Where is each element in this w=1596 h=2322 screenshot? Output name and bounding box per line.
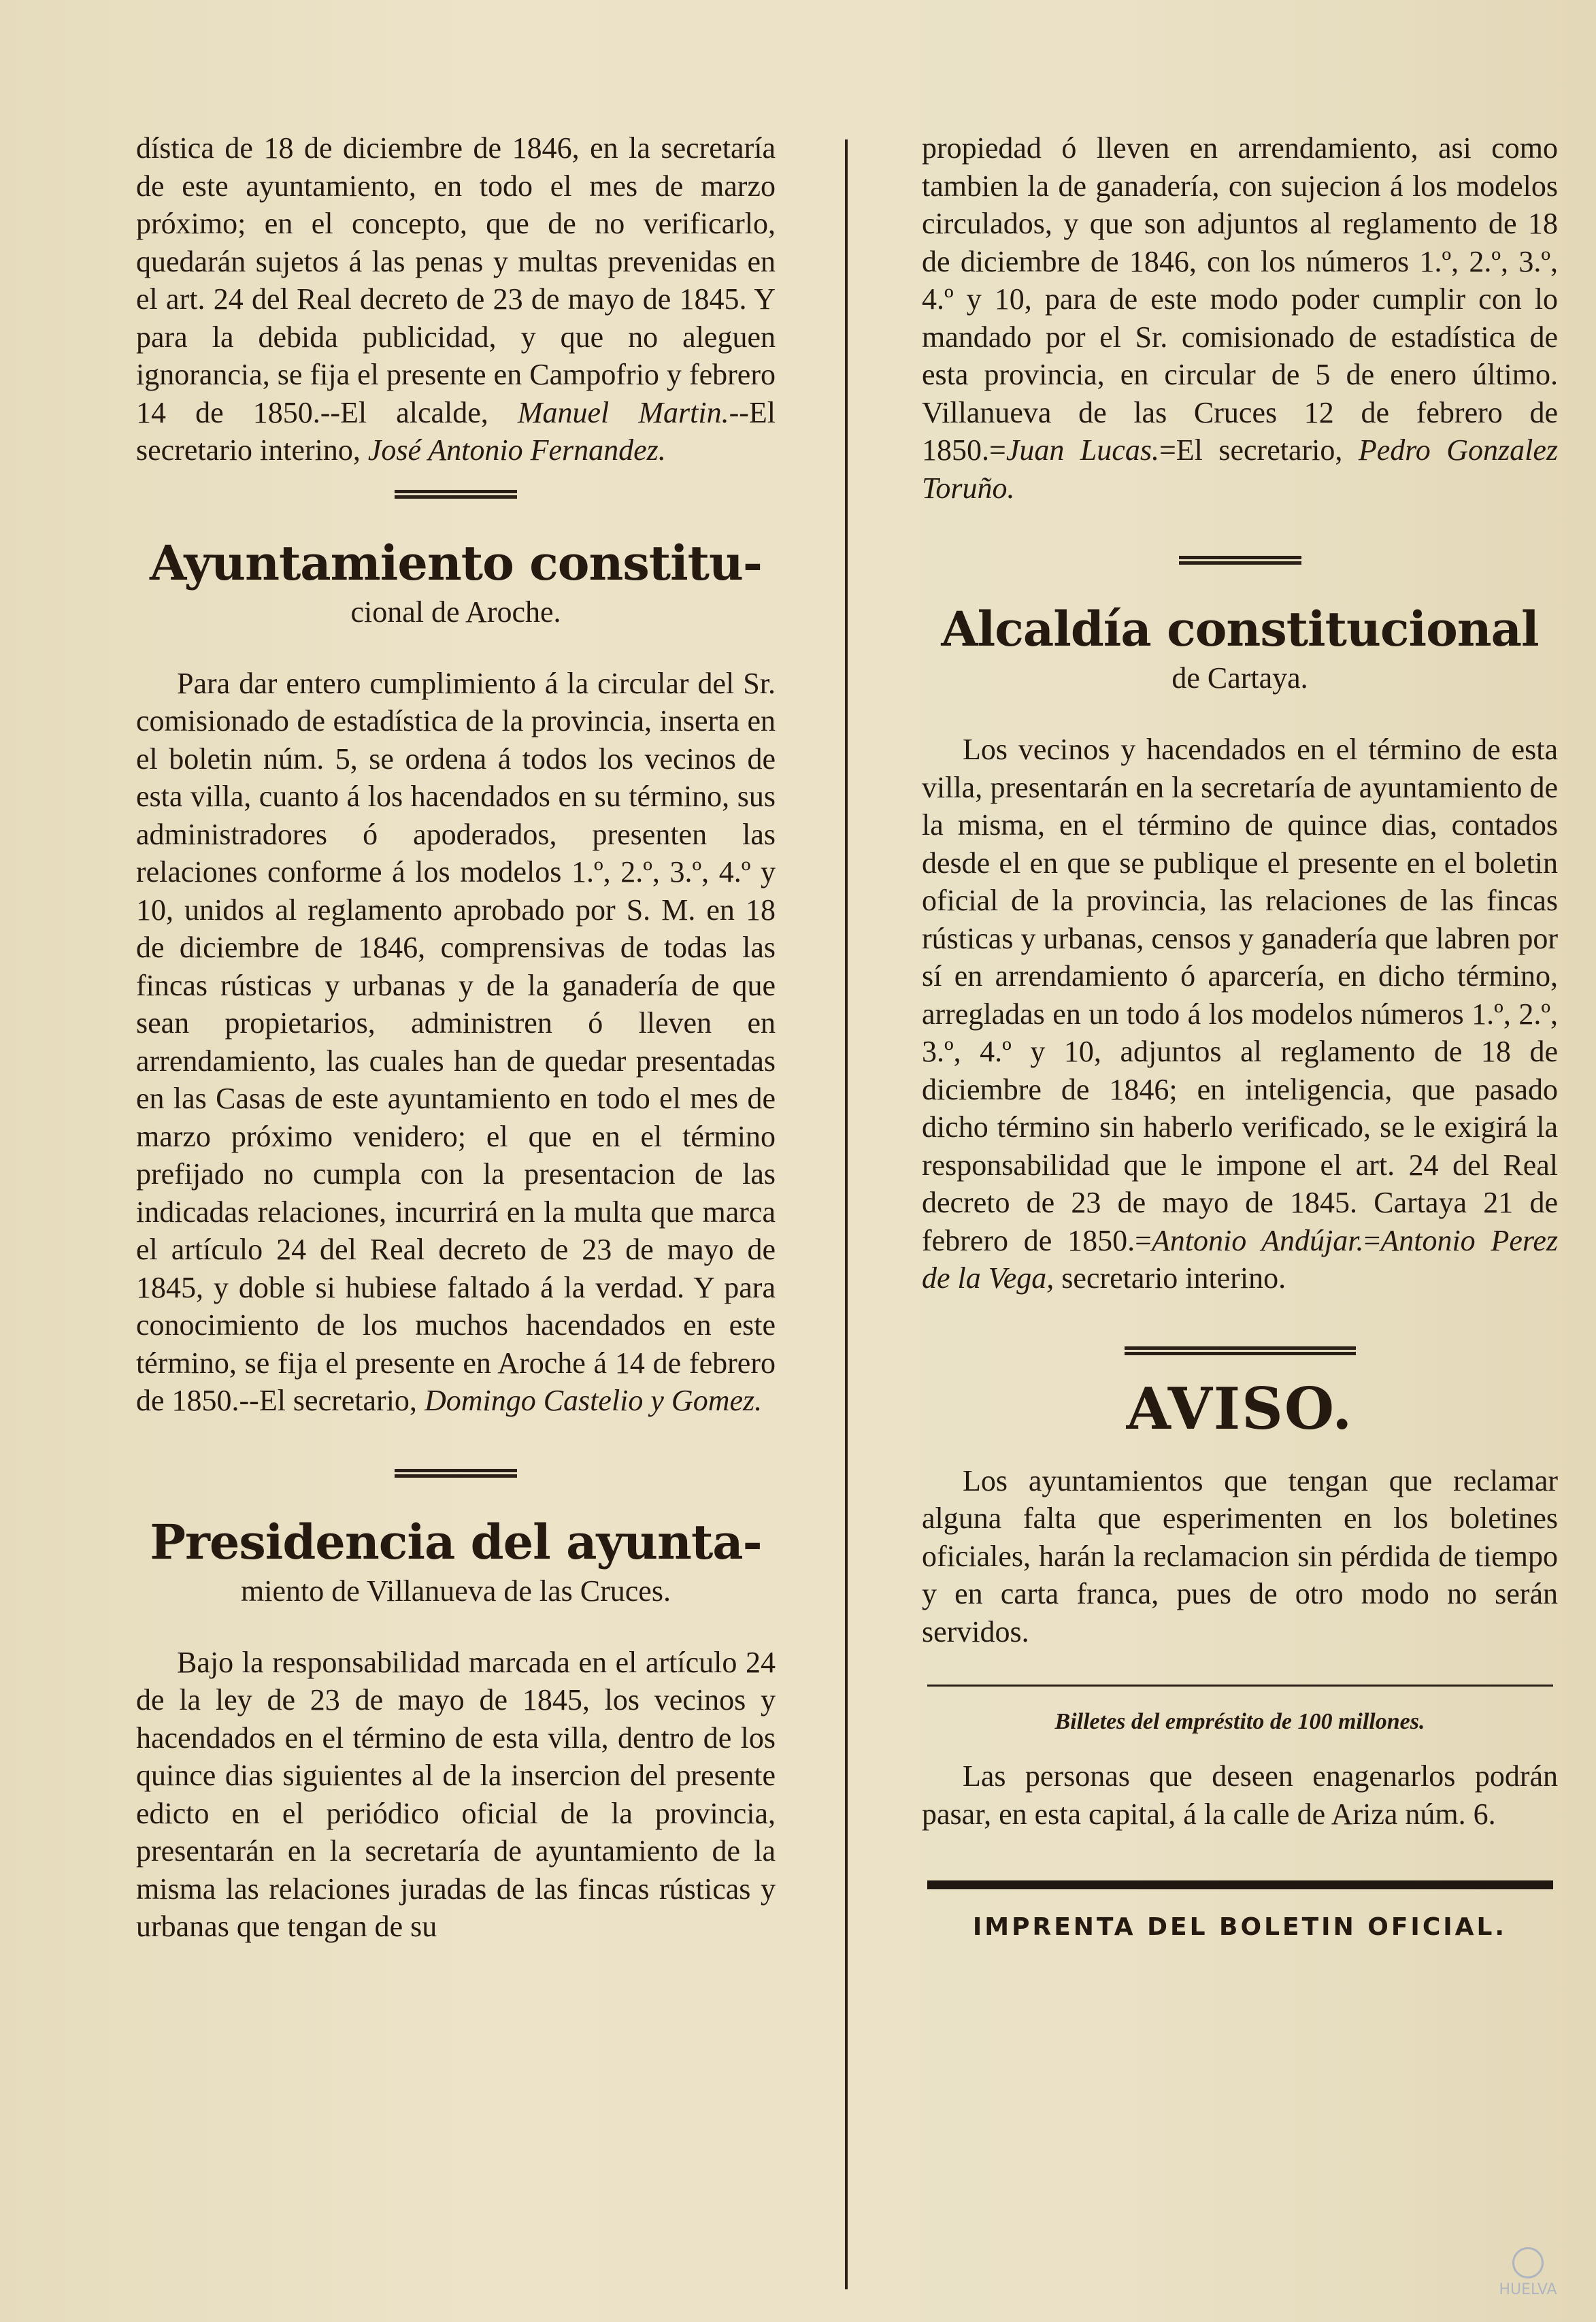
signature-alcalde: Manuel Martin. [517, 395, 729, 429]
section-separator [395, 488, 517, 499]
column-divider [845, 139, 848, 2289]
cartaya-notice: Los vecinos y hacendados en el término de esta villa, presentarán en la secretaría de ayuntamiento de la misma, en el término de quince dias, contados desde el en que se publique el presente en el boletin oficial de la provincia, las relaciones de las fincas rústicas y urbanas, censos y ganadería que labren por sí en arrendamiento ó aparcería, en dicho término, arregladas en un todo á los modelos números 1.º, 2.º, 3.º, 4.º y 10, adjuntos al reglamento de 18 de diciembre de 1846; en inteligencia, que pasado dicho término sin haberlo verificado, se le exigirá la responsabilidad que le impone el art. 24 del Real decreto de 23 de mayo de 1845. Cartaya 21 de febrero de 1850.=Antonio Andújar.=Antonio Perez de la Vega, secretario interino. [922, 733, 1558, 1295]
aroche-signature: Domingo Castelio y Gomez. [424, 1384, 763, 1417]
section-separator [395, 1467, 517, 1478]
signature-secretario: José Antonio Fernandez. [367, 433, 666, 467]
campofrio-notice: dística de 18 de diciembre de 1846, en la secretaría de este ayuntamiento, en todo el mes de marzo próximo; en el concepto, que de no verificarlo, quedarán sujetos á las penas y multas prevenidas en el art. 24 del Real decreto de 23 de mayo de 1845. Y para la debida publicidad, y que no aleguen ignorancia, se fija el presente en Campofrio y febrero 14 de 1850.--El alcalde, Manuel Martin.--El secretario interino, José Antonio Fernandez. [136, 131, 776, 467]
footer-rule [927, 1880, 1553, 1889]
right-column [922, 129, 1558, 1946]
archive-watermark [1487, 2247, 1569, 2302]
signature-juan-lucas: Juan Lucas. [1005, 433, 1159, 467]
cartaya-subheading: de Cartaya. [1171, 661, 1308, 695]
cartaya-heading: Alcaldía constitucional [941, 601, 1539, 657]
villanueva-heading: Presidencia del ayunta- [150, 1513, 762, 1570]
villanueva-notice: Bajo la responsabilidad marcada en el artículo 24 de la ley de 23 de mayo de 1845, los vecinos y hacendados en el término de esta villa, dentro de los quince dias siguientes al de la insercion del presente edicto en el periódico oficial de la provincia, presentarán en la secretaría de ayuntamiento de la misma las relaciones juradas de las fincas rústicas y urbanas que tengan de su [136, 1645, 776, 1943]
section-separator [1179, 554, 1301, 565]
signature-antonio-andujar: Antonio Andújar. [1151, 1223, 1364, 1257]
aroche-heading: Ayuntamiento constitu- [150, 534, 762, 591]
aviso-notice: Los ayuntamientos que tengan que reclamar alguna falta que esperimenten en los boletines oficiales, harán la reclamacion sin pérdida de tiempo y en carta franca, pues de otro modo no serán servidos. [922, 1463, 1558, 1648]
watermark-label: HUELVA [1499, 2281, 1557, 2298]
imprenta-footer: IMPRENTA DEL BOLETIN OFICIAL. [972, 1913, 1508, 1941]
signature-pedro-gonzalez: Pedro Gonzalez Toruño. [922, 433, 1558, 505]
billetes-title: Billetes del empréstito de 100 millones. [1054, 1709, 1425, 1734]
aroche-subheading: cional de Aroche. [350, 595, 561, 629]
signature-antonio-perez: Antonio Perez de la Vega, [922, 1223, 1558, 1295]
seal-icon [1512, 2247, 1544, 2278]
villanueva-subheading: miento de Villanueva de las Cruces. [241, 1574, 671, 1608]
aroche-notice: Para dar entero cumplimiento á la circular del Sr. comisionado de estadística de la provincia, inserta en el boletin núm. 5, se ordena á todos los vecinos de esta villa, cuanto á los hacendados en su término, sus administradores ó apoderados, presenten las relaciones conforme á los modelos 1.º, 2.º, 3.º, 4.º y 10, unidos al reglamento aprobado por S. M. en 18 de diciembre de 1846, comprensivas de todas las fincas rústicas y urbanas y de la ganadería de que sean propietarios, administren ó lleven en arrendamiento, las cuales han de quedar presentadas en las Casas de este ayuntamiento en todo el mes de marzo próximo venidero; el que en el término prefijado no cumpla con la presentacion de las indicadas relaciones, incurrirá en la multa que marca el artículo 24 del Real decreto de 23 de mayo de 1845, y doble si hubiese faltado á la verdad. Y para conocimiento de los muchos hacendados en este término, se fija el presente en Aroche á 14 de febrero de 1850.--El secretario, Domingo Castelio y Gomez. [136, 666, 776, 1417]
billetes-notice: Las personas que deseen enagenarlos podrán pasar, en esta capital, á la calle de Ariza núm. 6. [922, 1759, 1558, 1831]
villanueva-notice-continued: propiedad ó lleven en arrendamiento, asi como tambien la de ganadería, con sujecion á los modelos circulados, y que son adjuntos al reglamento de 18 de diciembre de 1846, con los números 1.º, 2.º, 3.º, 4.º y 10, para de este modo poder cumplir con lo mandado por el Sr. comisionado de estadística de esta provincia, en circular de 5 de enero último. Villanueva de las Cruces 12 de febrero de 1850.=Juan Lucas.=El secretario, Pedro Gonzalez Toruño. [922, 131, 1558, 505]
section-separator [1125, 1345, 1356, 1356]
left-column [136, 129, 776, 1946]
aviso-heading: AVISO. [1126, 1374, 1354, 1442]
